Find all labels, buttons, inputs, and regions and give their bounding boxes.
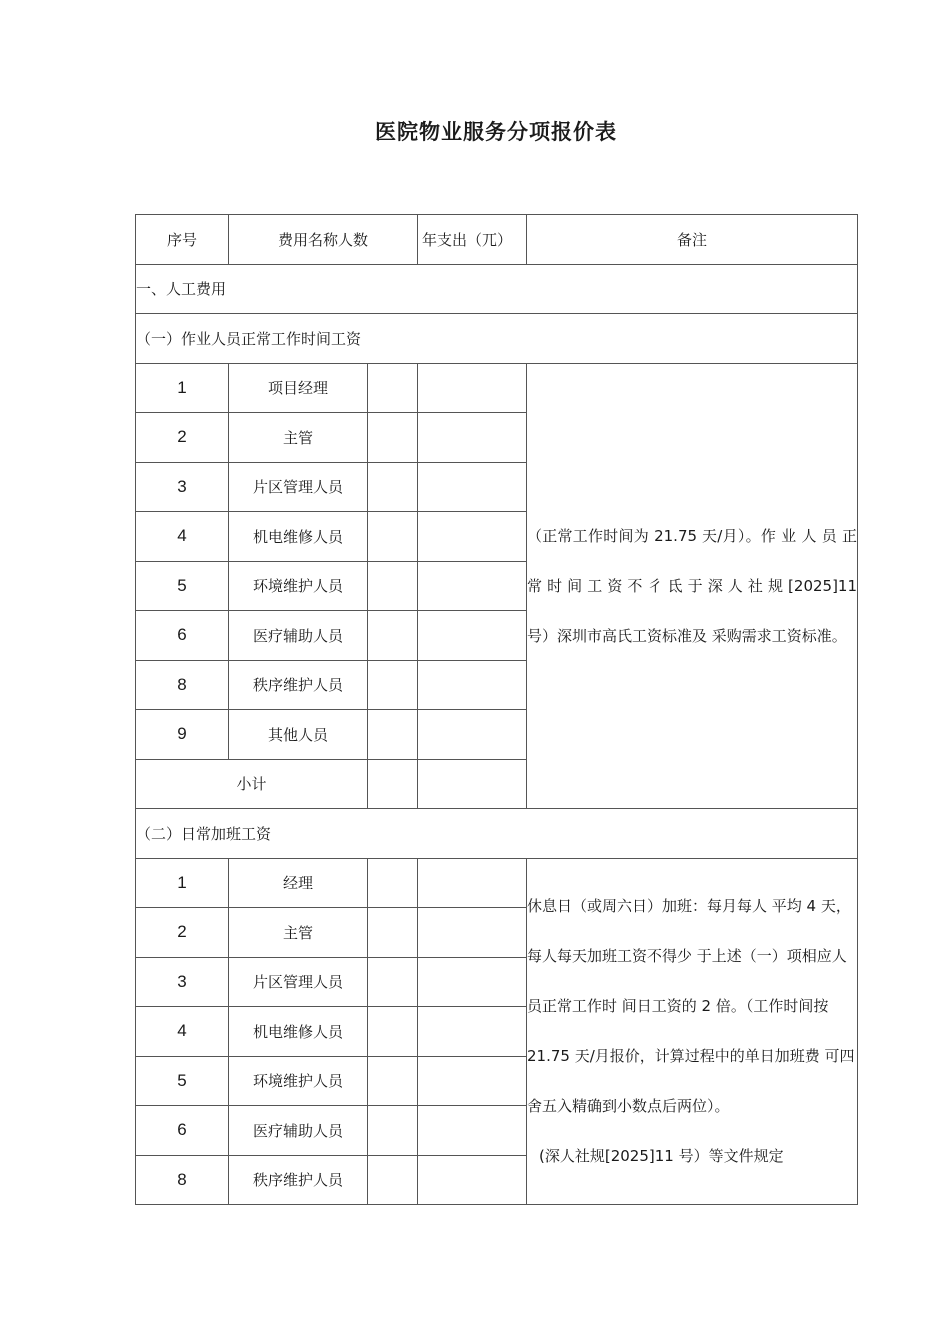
annual-cell [418,363,527,413]
count-cell [368,611,418,661]
annual-cell [418,710,527,760]
row-name: 秩序维护人员 [229,660,368,710]
row-number: 4 [136,1007,229,1057]
row-number: 4 [136,512,229,562]
row-number: 8 [136,1155,229,1205]
row-name: 片区管理人员 [229,462,368,512]
header-seq: 序号 [136,215,229,265]
count-cell [368,858,418,908]
count-cell [368,1056,418,1106]
count-cell [368,759,418,809]
count-cell [368,512,418,562]
annual-cell [418,1155,527,1205]
row-number: 2 [136,908,229,958]
annual-cell [418,1007,527,1057]
quote-table [135,214,858,1205]
remark-overtime [527,858,858,1205]
page-title: 医院物业服务分项报价表 [375,120,617,144]
annual-cell [418,462,527,512]
row-name: 经理 [229,858,368,908]
subtotal-label: 小计 [136,759,368,809]
count-cell [368,561,418,611]
row-name: 环境维护人员 [229,1056,368,1106]
count-cell [368,710,418,760]
section-row [136,264,858,314]
table-row [136,858,858,908]
remark-overtime-last: (深人社规[2025]11 号）等文件规定 [539,1147,784,1166]
count-cell [368,660,418,710]
row-number: 5 [136,561,229,611]
row-number: 6 [136,1106,229,1156]
subsection-overtime: （二）日常加班工资 [136,809,858,859]
row-name: 其他人员 [229,710,368,760]
section-labor: 一、人工费用 [136,264,858,314]
annual-cell [418,957,527,1007]
subsection-regular: （一）作业人员正常工作时间工资 [136,314,858,364]
annual-cell [418,660,527,710]
header-row [136,215,858,265]
row-number: 8 [136,660,229,710]
annual-cell [418,611,527,661]
header-name-count: 费用名称人数 [229,215,418,265]
table-row [136,363,858,413]
annual-cell [418,561,527,611]
annual-cell [418,413,527,463]
count-cell [368,413,418,463]
row-name: 机电维修人员 [229,1007,368,1057]
annual-cell [418,512,527,562]
count-cell [368,1106,418,1156]
row-name: 主管 [229,908,368,958]
row-name: 机电维修人员 [229,512,368,562]
row-number: 9 [136,710,229,760]
subsection-row [136,314,858,364]
row-name: 环境维护人员 [229,561,368,611]
count-cell [368,363,418,413]
annual-cell [418,908,527,958]
row-number: 6 [136,611,229,661]
header-annual: 年支出（兀） [418,215,527,265]
row-number: 1 [136,858,229,908]
row-name: 片区管理人员 [229,957,368,1007]
count-cell [368,1007,418,1057]
row-name: 主管 [229,413,368,463]
remark-regular: （正常工作时间为 21.75 天/月）。作 业 人 员 正 常 时 间 工 资 不 彳 氐 于 深 人 社 规 [2025]11 号）深圳市高氏工资标准及 采购需求工资标准。 [527,363,858,809]
row-number: 3 [136,462,229,512]
row-name: 秩序维护人员 [229,1155,368,1205]
subsection-row [136,809,858,859]
count-cell [368,957,418,1007]
count-cell [368,908,418,958]
row-number: 3 [136,957,229,1007]
row-number: 5 [136,1056,229,1106]
header-remark: 备注 [527,215,858,265]
remark-overtime-text: 休息日（或周六日）加班：每月每人 平均 4 天，每人每天加班工资不得少 于上述（一）项相应人员正常工作时 间日工资的 2 倍。（工作时间按 21.75 天/月报价，计算过程中的单日加班费 可四舍五入精确到小数点后两位）。 [527,897,855,1116]
count-cell [368,1155,418,1205]
row-number: 1 [136,363,229,413]
row-name: 医疗辅助人员 [229,1106,368,1156]
row-name: 医疗辅助人员 [229,611,368,661]
annual-cell [418,1106,527,1156]
annual-cell [418,858,527,908]
row-name: 项目经理 [229,363,368,413]
row-number: 2 [136,413,229,463]
count-cell [368,462,418,512]
annual-cell [418,1056,527,1106]
annual-cell [418,759,527,809]
